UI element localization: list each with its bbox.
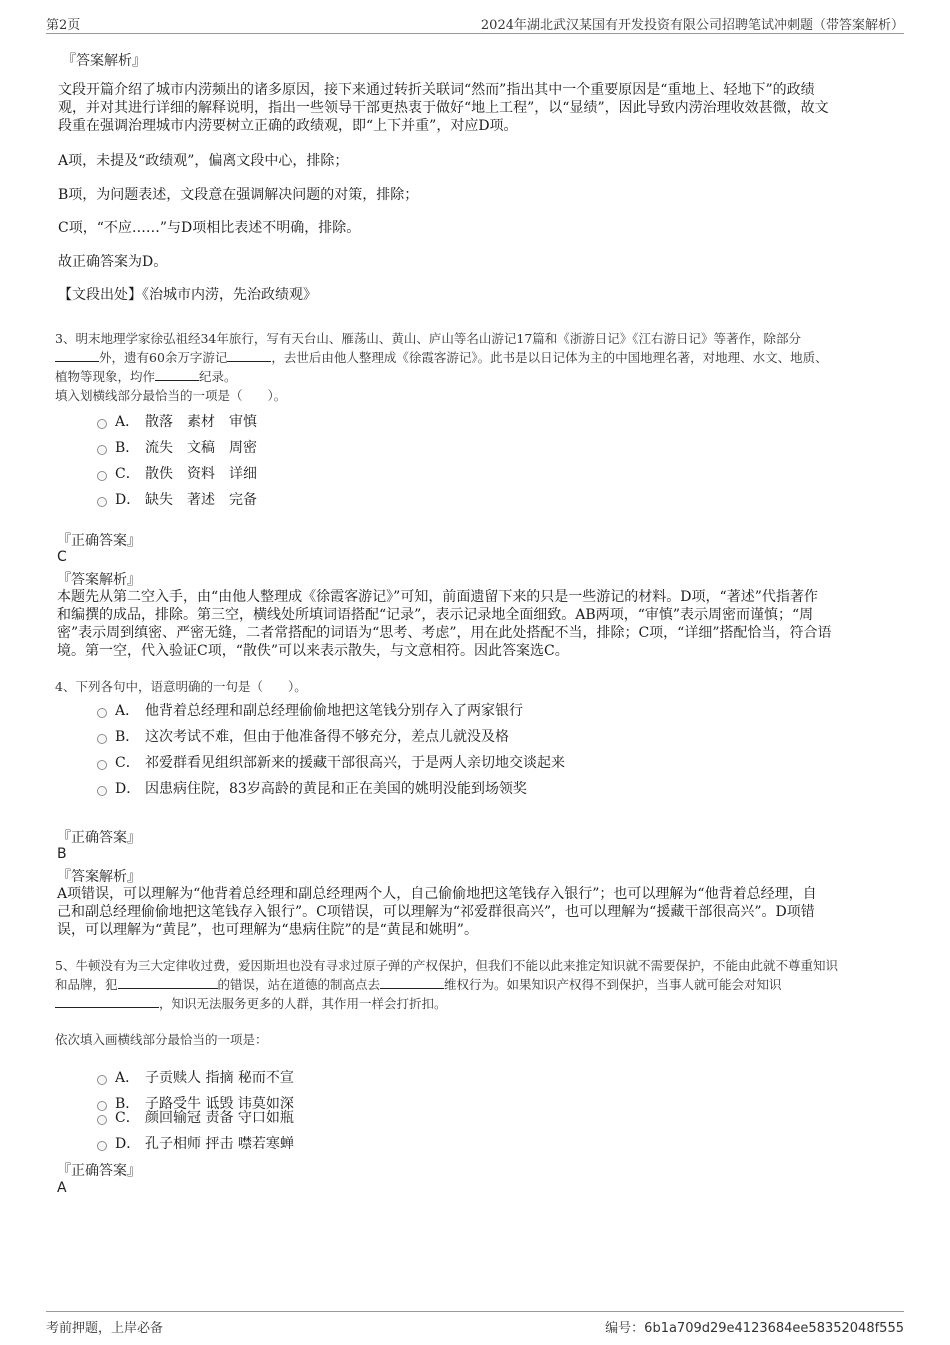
q3-stem-line: 外，遗有60余万字游记 ，去世后由他人整理成《徐霞客游记》。此书是以日记体为主的中国地理名著，对地理、水文、地质、 bbox=[55, 348, 915, 367]
fill-blank[interactable] bbox=[55, 349, 99, 362]
radio-button[interactable] bbox=[97, 760, 107, 770]
fill-blank[interactable] bbox=[118, 976, 218, 989]
q3-analysis-line: 和编撰的成品，排除。第三空，横线处所填词语搭配“记录”，表示记录地全面细致。AB两项，“审慎”表示周密而谨慎；“周 bbox=[57, 607, 814, 623]
q5-option-c[interactable]: C． 颜回输冠 责备 守口如瓶 bbox=[97, 1107, 294, 1127]
document-id: 编号：6b1a709d29e4123684ee58352048f555 bbox=[605, 1321, 904, 1336]
q5-prompt: 依次填入画横线部分最恰当的一项是： bbox=[55, 1032, 268, 1047]
q4-option-b[interactable]: B． 这次考试不难，但由于他准备得不够充分，差点儿就没及格 bbox=[97, 726, 509, 746]
q5-stem bbox=[55, 956, 915, 1013]
fill-blank[interactable] bbox=[380, 976, 444, 989]
q4-analysis-label: 『答案解析』 bbox=[57, 869, 141, 885]
page-header bbox=[46, 12, 904, 34]
q2-source bbox=[58, 286, 317, 304]
q2-point-a: A项，未提及“政绩观”，偏离文段中心，排除； bbox=[58, 153, 349, 169]
page-footer bbox=[46, 1311, 904, 1335]
q5-answer-label: 『正确答案』 bbox=[57, 1163, 141, 1179]
q2-analysis bbox=[58, 81, 908, 135]
q3-stem bbox=[55, 329, 915, 405]
q5-option-a[interactable]: A． 子贡赎人 指摘 秘而不宣 bbox=[97, 1067, 294, 1087]
q4-option-d[interactable]: D． 因患病住院，83岁高龄的黄昆和正在美国的姚明没能到场领奖 bbox=[97, 778, 527, 798]
radio-button[interactable] bbox=[97, 1075, 107, 1085]
q2-analysis-line: 文段开篇介绍了城市内涝频出的诸多原因，接下来通过转折关联词“然而”指出其中一个重要原因是“重地上、轻地下”的政绩 bbox=[58, 82, 815, 98]
q5-option-b[interactable]: B． 子路受牛 诋毁 讳莫如深 bbox=[97, 1093, 294, 1113]
radio-button[interactable] bbox=[97, 708, 107, 718]
q4-answer-label: 『正确答案』 bbox=[57, 830, 141, 846]
q3-option-d[interactable]: D． 缺失 著述 完备 bbox=[97, 489, 271, 509]
q4-stem: 4、下列各句中，语意明确的一句是（ ）。 bbox=[55, 679, 307, 694]
q2-conclusion: 故正确答案为D。 bbox=[58, 254, 168, 270]
radio-button[interactable] bbox=[97, 1141, 107, 1151]
q3-answer: C bbox=[57, 549, 67, 565]
q5-answer: A bbox=[57, 1180, 67, 1196]
document-title: 2024年湖北武汉某国有开发投资有限公司招聘笔试冲刺题（带答案解析） bbox=[480, 18, 904, 33]
q2-point-b: B项，为问题表述，文段意在强调解决问题的对策，排除； bbox=[58, 187, 419, 203]
q3-option-b[interactable]: B． 流失 文稿 周密 bbox=[97, 437, 271, 457]
q4-analysis-line: 己和副总经理偷偷地把这笔钱存入银行”。C项错误，可以理解为“祁爱群很高兴”，也可以理解为“援藏干部很高兴”。D项错 bbox=[57, 904, 815, 920]
q3-analysis-line: 本题先从第二空入手，由“由他人整理成《徐霞客游记》”可知，前面遗留下来的只是一些游记的材料。D项，“著述”代指著作 bbox=[57, 589, 818, 605]
q3-answer-label: 『正确答案』 bbox=[57, 533, 141, 549]
q4-analysis-line: 误，可以理解为“黄昆”，也可理解为“患病住院”的是“黄昆和姚明”。 bbox=[57, 922, 478, 938]
q3-analysis-line: 境。第一空，代入验证C项，“散佚”可以来表示散失，与文意相符。因此答案选C。 bbox=[57, 643, 569, 659]
q2-analysis-label: 『答案解析』 bbox=[62, 53, 146, 69]
q4-analysis-line: A项错误，可以理解为“他背着总经理和副总经理两个人，自己偷偷地把这笔钱存入银行”；也可以理解为“他背着总经理，自 bbox=[57, 886, 817, 902]
q3-option-a[interactable]: A． 散落 素材 审慎 bbox=[97, 411, 271, 431]
q3-analysis-label: 『答案解析』 bbox=[57, 572, 141, 588]
radio-button[interactable] bbox=[97, 734, 107, 744]
q2-point-c: C项，“不应……”与D项相比表述不明确，排除。 bbox=[58, 220, 361, 236]
q5-option-d[interactable]: D． 孔子相师 抨击 噤若寒蝉 bbox=[97, 1133, 294, 1153]
q5-stem-line: 和品牌，犯 的错误，站在道德的制高点去 维权行为。如果知识产权得不到保护，当事人就可能会对知识 bbox=[55, 977, 782, 992]
q5-stem-line: ，知识无法服务更多的人群，其作用一样会打折扣。 bbox=[55, 994, 915, 1013]
radio-button[interactable] bbox=[97, 471, 107, 481]
q3-prompt: 填入划横线部分最恰当的一项是（ ）。 bbox=[55, 388, 287, 403]
q4-answer: B bbox=[57, 846, 67, 862]
q3-stem-line: 3、明末地理学家徐弘祖经34年旅行，写有天台山、雁荡山、黄山、庐山等名山游记17篇和《浙游日记》《江右游日记》等著作，除部分 bbox=[55, 331, 802, 346]
q3-analysis bbox=[57, 588, 917, 660]
q5-stem-line: 5、牛顿没有为三大定律收过费，爱因斯坦也没有寻求过原子弹的产权保护，但我们不能以此来推定知识就不需要保护，不能由此就不尊重知识 bbox=[55, 958, 838, 973]
fill-blank[interactable] bbox=[55, 995, 159, 1008]
radio-button[interactable] bbox=[97, 497, 107, 507]
q3-option-c[interactable]: C． 散佚 资料 详细 bbox=[97, 463, 271, 483]
q4-option-c[interactable]: C． 祁爱群看见组织部新来的援藏干部很高兴，于是两人亲切地交谈起来 bbox=[97, 752, 565, 772]
radio-button[interactable] bbox=[97, 419, 107, 429]
footer-slogan: 考前押题，上岸必备 bbox=[46, 1321, 164, 1336]
q4-option-a[interactable]: A． 他背着总经理和副总经理偷偷地把这笔钱分别存入了两家银行 bbox=[97, 700, 523, 720]
source-tag: 【文段出处】 bbox=[58, 287, 142, 303]
q3-analysis-line: 密”表示周到缜密、严密无缝，二者常搭配的词语为“思考、考虑”，用在此处搭配不当，排除；C项，“详细”搭配恰当，符合语 bbox=[57, 625, 832, 641]
q3-stem-line: 植物等现象，均作 纪录。 bbox=[55, 369, 237, 384]
radio-button[interactable] bbox=[97, 786, 107, 796]
fill-blank[interactable] bbox=[155, 368, 199, 381]
q4-analysis bbox=[57, 885, 917, 939]
source-title: 《治城市内涝，先治政绩观》 bbox=[142, 287, 317, 303]
q2-analysis-line: 段重在强调治理城市内涝要树立正确的政绩观，即“上下并重”，对应D项。 bbox=[58, 118, 518, 134]
q2-analysis-line: 观，并对其进行详细的解释说明，指出一些领导干部更热衷于做好“地上工程”，以“显绩”，因此导致内涝治理收效甚微，故文 bbox=[58, 100, 829, 116]
page-number: 第2页 bbox=[46, 18, 81, 33]
radio-button[interactable] bbox=[97, 1115, 107, 1125]
radio-button[interactable] bbox=[97, 445, 107, 455]
fill-blank[interactable] bbox=[227, 349, 271, 362]
